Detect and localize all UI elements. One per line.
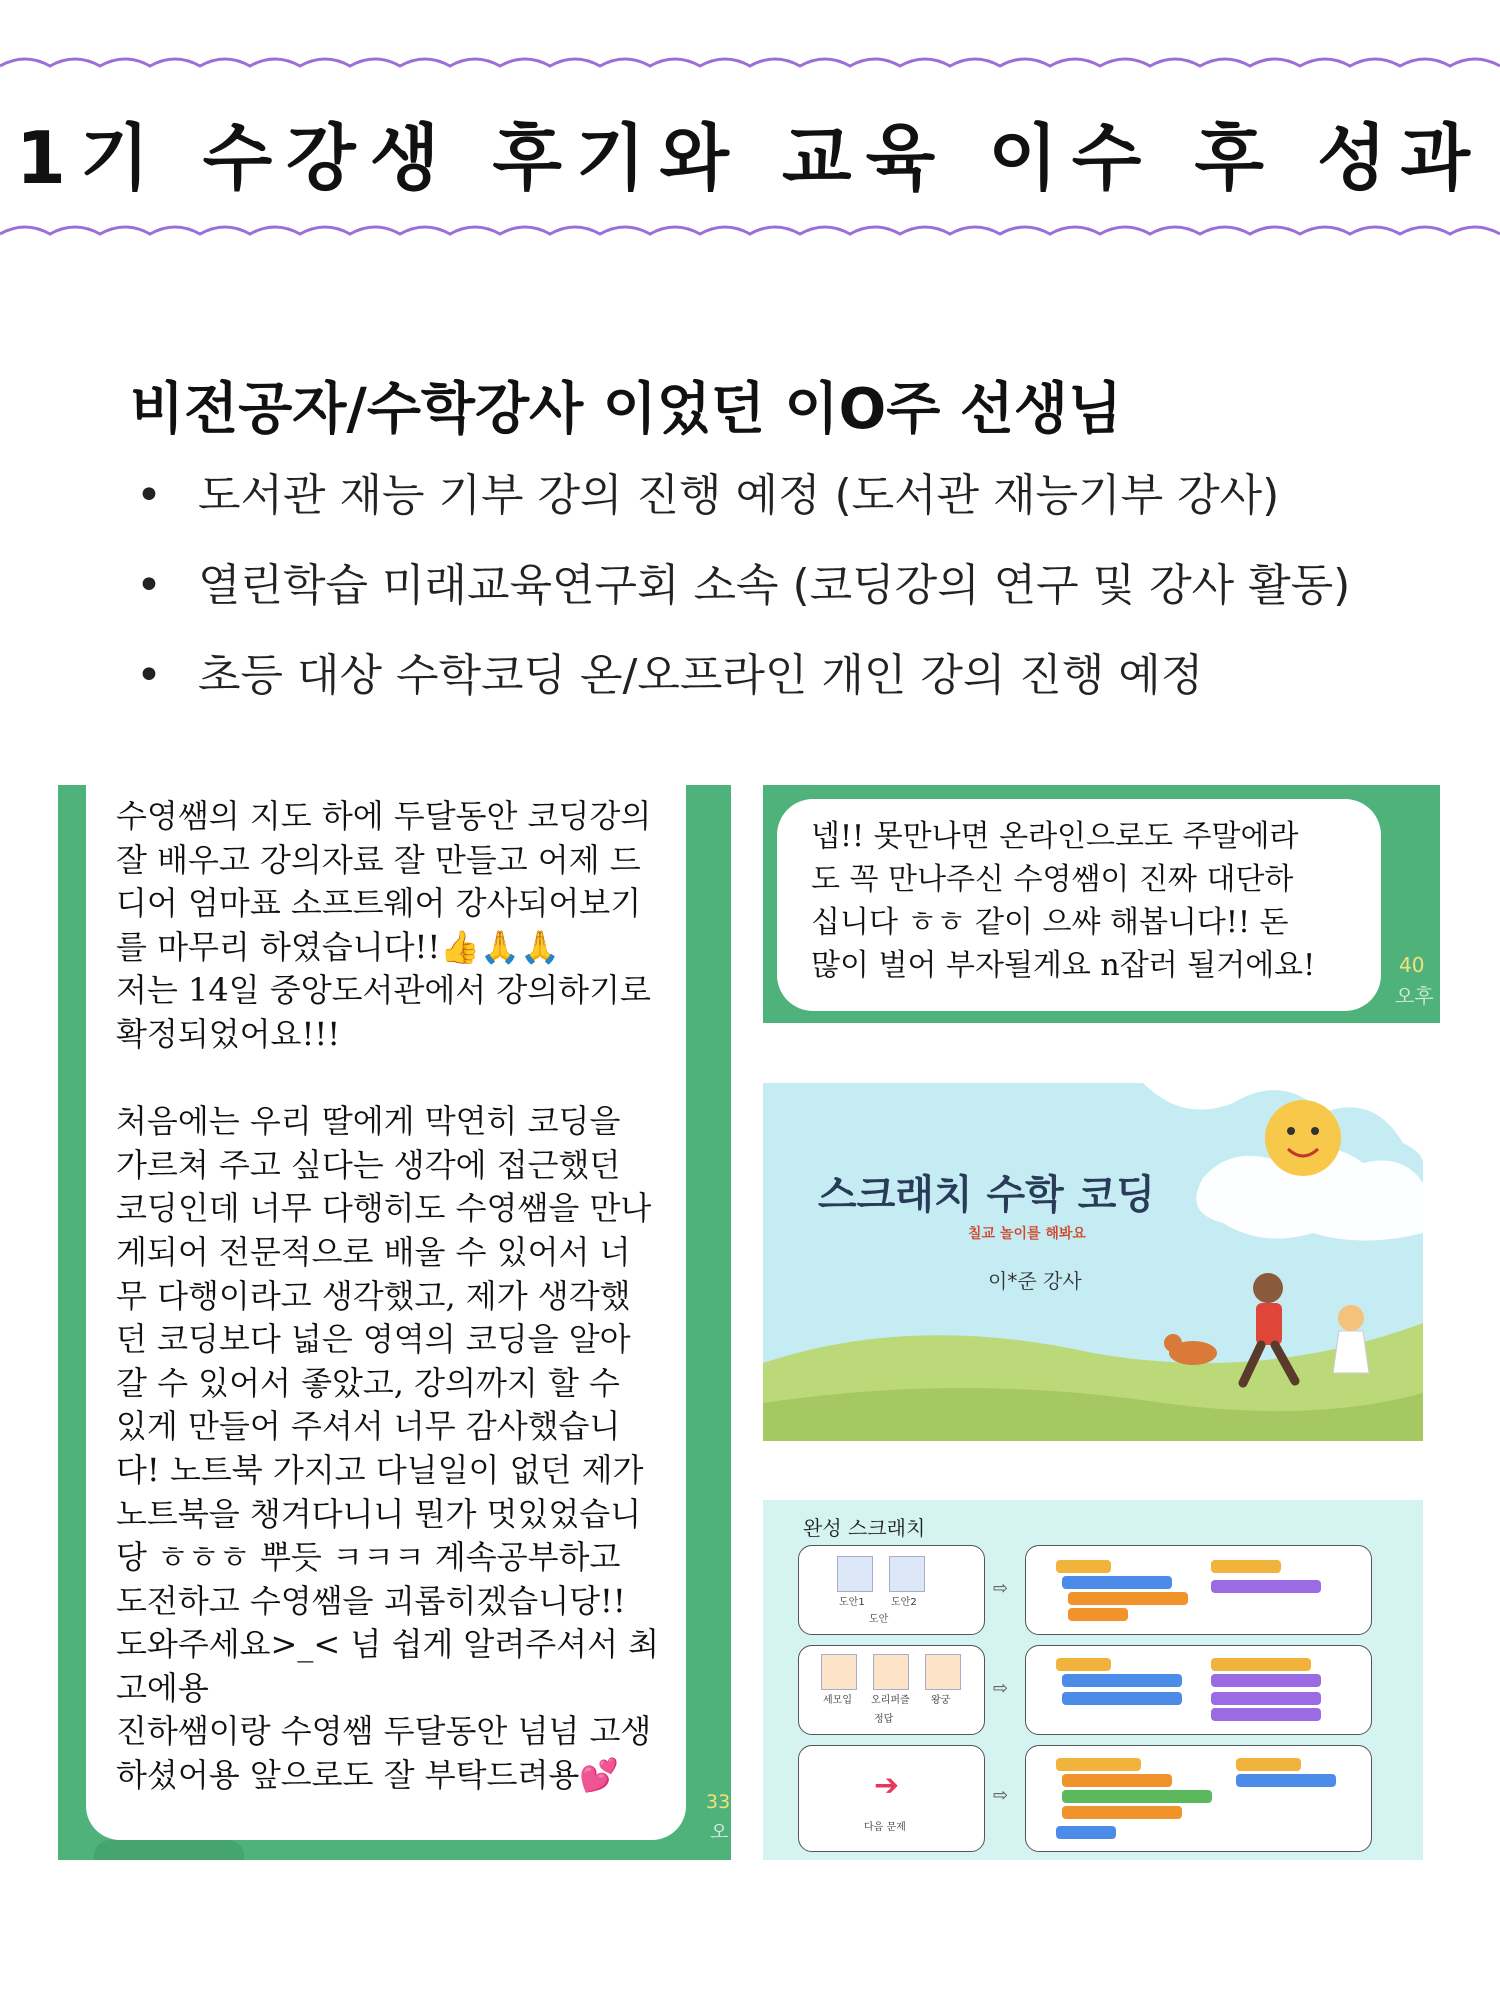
chat-line: 갈 수 있어서 좋았고, 강의까지 할 수 <box>116 1363 620 1402</box>
lecture-slide-cover <box>763 1083 1423 1441</box>
chat-line: 가르쳐 주고 싶다는 생각에 접근했던 <box>116 1145 621 1184</box>
chat-line: 십니다 ㅎㅎ 같이 으쌰 해봅니다!! 돈 <box>811 905 1289 940</box>
chat-line: 노트북을 챙겨다니니 뭔가 멋있었습니 <box>116 1494 642 1533</box>
chat-line: 하셨어용 앞으로도 잘 부탁드려용💕 <box>116 1756 620 1795</box>
chat-line: 도 꼭 만나주신 수영쌤이 진짜 대단하 <box>811 862 1294 897</box>
sprite-tile <box>889 1556 925 1592</box>
sprite-tile <box>821 1654 857 1690</box>
chat-line: 수영쌤의 지도 하에 두달동안 코딩강의 <box>116 797 652 835</box>
chat-line: 고에용 <box>116 1668 209 1707</box>
chat-line: 처음에는 우리 딸에게 막연히 코딩을 <box>116 1102 621 1141</box>
chat-line: 코딩인데 너무 다행히도 수영쌤을 만나 <box>116 1189 652 1228</box>
sprite-tile <box>925 1654 961 1690</box>
achievement-item: • 열린학습 미래교육연구회 소속 (코딩강의 연구 및 강사 활동) <box>136 560 1351 611</box>
chat-line: 넵!! 못만나면 온라인으로도 주말에라 <box>811 819 1299 854</box>
bullet-icon: • <box>136 470 162 521</box>
code-card <box>1025 1645 1372 1735</box>
chat-line: 를 마무리 하였습니다!!👍🙏🙏 <box>116 927 560 966</box>
sprite-card <box>798 1745 985 1852</box>
chat-bubble <box>86 785 686 1840</box>
slide-title: 스크래치 수학 코딩 <box>818 1172 1155 1218</box>
header-banner <box>0 0 1500 250</box>
sprite-card-label: 다음 문제 <box>864 1822 906 1833</box>
girl-figure <box>1338 1305 1364 1331</box>
next-arrow-icon: ➔ <box>874 1768 900 1803</box>
next-bubble-edge <box>94 1840 244 1860</box>
slide-illustration <box>763 1083 1423 1441</box>
code-card <box>1025 1745 1372 1852</box>
chat-line: 게되어 전문적으로 배울 수 있어서 너 <box>116 1232 631 1271</box>
boy-figure <box>1253 1273 1283 1303</box>
message-time: 오후 <box>1395 984 1434 1008</box>
chat-line: 도전하고 수영쌤을 괴롭히겠습니당!! <box>116 1581 626 1620</box>
sprite-tile <box>873 1654 909 1690</box>
chat-bubble <box>777 799 1381 1011</box>
slide-subtitle: 칠교 놀이를 해봐요 <box>968 1226 1086 1242</box>
sprite-card: 도안1 도안2 도안 <box>798 1545 985 1635</box>
chat-line: 던 코딩보다 넓은 영역의 코딩을 알아 <box>116 1320 631 1359</box>
chat-line: 진하쌤이랑 수영쌤 두달동안 넘넘 고생 <box>116 1712 652 1751</box>
sun-icon <box>1265 1100 1341 1176</box>
chat-line: 많이 벌어 부자될게요 n잡러 될거에요! <box>811 948 1316 983</box>
achievement-list <box>130 470 1350 740</box>
arrow-icon: ⇨ <box>993 1785 1009 1806</box>
chat-line: 무 다행이라고 생각했고, 제가 생각했 <box>116 1276 631 1315</box>
reply-chat-screenshot <box>763 785 1440 1023</box>
sprite-card-label: 도안 <box>869 1614 889 1625</box>
unread-count: 40 <box>1399 953 1425 977</box>
bullet-icon: • <box>136 560 162 611</box>
chat-line: 당 ㅎㅎㅎ 뿌듯 ㅋㅋㅋ 계속공부하고 <box>116 1538 621 1577</box>
chat-line: 잘 배우고 강의자료 잘 만들고 어제 드 <box>116 840 641 879</box>
arrow-icon: ⇨ <box>993 1578 1009 1599</box>
chat-line: 디어 엄마표 소프트웨어 강사되어보기 <box>116 884 642 923</box>
achievement-item: • 초등 대상 수학코딩 온/오프라인 개인 강의 진행 예정 <box>136 650 1204 701</box>
scratch-project-screenshot <box>763 1500 1423 1860</box>
chat-line: 다! 노트북 가지고 다닐일이 없던 제가 <box>116 1450 644 1489</box>
sprite-tile <box>837 1556 873 1592</box>
chat-line: 확정되었어요!!! <box>116 1014 341 1053</box>
scratch-title: 완성 스크래치 <box>803 1516 926 1540</box>
chat-line: 저는 14일 중앙도서관에서 강의하기로 <box>116 971 651 1010</box>
message-time: 오 <box>710 1821 729 1843</box>
bullet-icon: • <box>136 650 162 701</box>
chat-line <box>116 1057 660 1101</box>
chat-line: 있게 만들어 주셔서 너무 감사했습니 <box>116 1407 621 1446</box>
arrow-icon: ⇨ <box>993 1678 1009 1699</box>
achievement-item: • 도서관 재능 기부 강의 진행 예정 (도서관 재능기부 강사) <box>136 470 1280 521</box>
profile-subtitle: 비전공자/수학강사 이었던 이O주 선생님 <box>130 377 1123 442</box>
review-chat-screenshot <box>58 785 731 1860</box>
page-title: 1기 수강생 후기와 교육 이수 후 성과 <box>15 116 1485 200</box>
slide-author: 이*준 강사 <box>988 1269 1082 1293</box>
code-card <box>1025 1545 1372 1635</box>
unread-count: 33 <box>706 1791 731 1813</box>
chat-line: 도와주세요>_< 넘 쉽게 알려주셔서 최 <box>116 1625 660 1664</box>
sprite-card-label: 정답 <box>874 1714 894 1725</box>
sprite-card: 세모입 오리퍼즐 왕궁 정답 <box>798 1645 985 1735</box>
